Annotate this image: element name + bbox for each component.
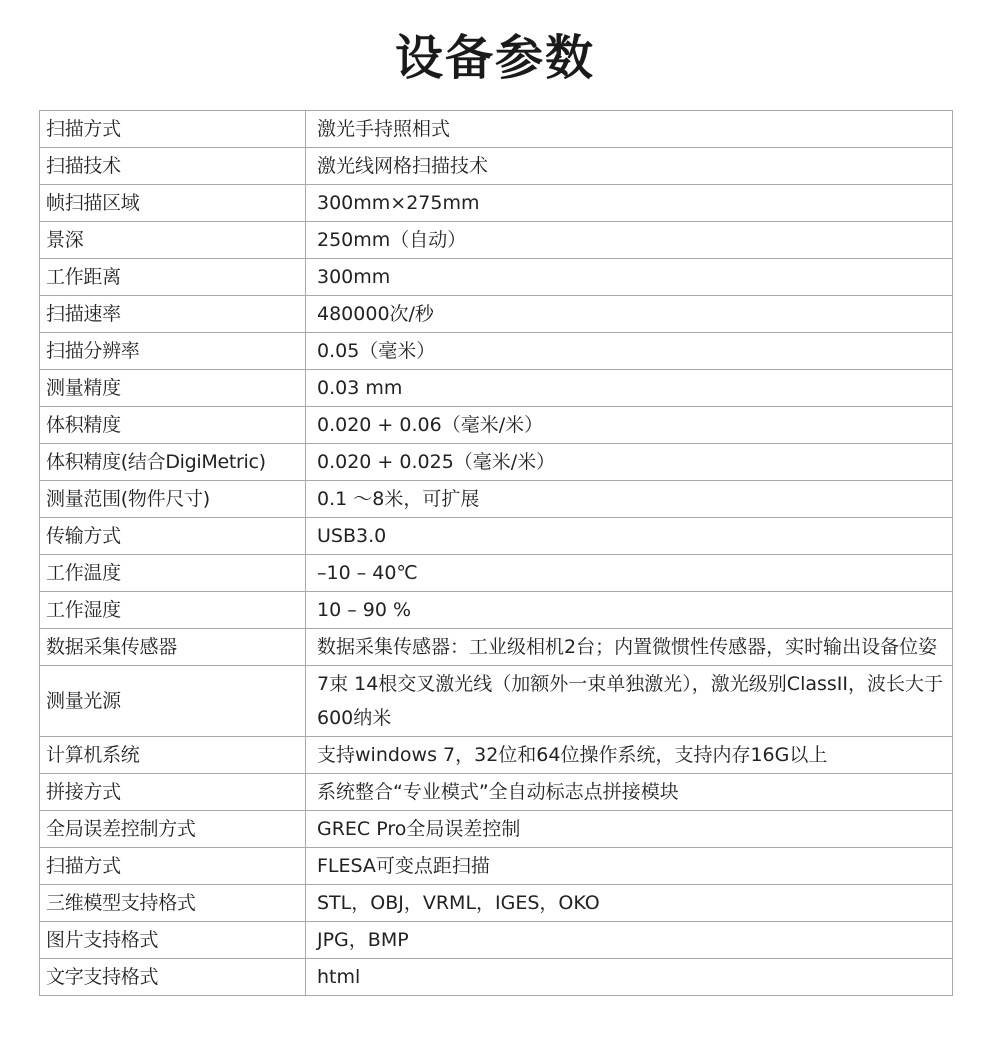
table-row [40,774,953,811]
row-label: 测量范围(物件尺寸) [40,481,306,518]
table-row [40,885,953,922]
row-label: 帧扫描区域 [40,185,306,222]
row-label: 扫描方式 [40,111,306,148]
row-value: 激光线网格扫描技术 [306,148,953,185]
table-row [40,848,953,885]
row-value: FLESA可变点距扫描 [306,848,953,885]
row-label: 景深 [40,222,306,259]
row-value: 系统整合“专业模式”全自动标志点拼接模块 [306,774,953,811]
row-label: 工作湿度 [40,592,306,629]
row-value: 支持windows 7，32位和64位操作系统，支持内存16G以上 [306,737,953,774]
row-value: 300mm [306,259,953,296]
table-row [40,333,953,370]
page-title: 设备参数 [394,30,595,86]
row-value: 250mm（自动） [306,222,953,259]
row-value: html [306,959,953,996]
row-value: 0.020 + 0.025（毫米/米） [306,444,953,481]
row-value: JPG，BMP [306,922,953,959]
row-label: 扫描分辨率 [40,333,306,370]
row-value: 激光手持照相式 [306,111,953,148]
table-row [40,592,953,629]
row-label: 三维模型支持格式 [40,885,306,922]
row-value: 300mm×275mm [306,185,953,222]
row-value: USB3.0 [306,518,953,555]
table-row [40,148,953,185]
row-label: 测量精度 [40,370,306,407]
row-label: 体积精度(结合DigiMetric) [40,444,306,481]
row-label: 传输方式 [40,518,306,555]
table-row [40,922,953,959]
row-value: 0.03 mm [306,370,953,407]
table-row [40,666,953,737]
table-row [40,555,953,592]
table-row [40,370,953,407]
table-row [40,811,953,848]
row-label: 数据采集传感器 [40,629,306,666]
row-label: 体积精度 [40,407,306,444]
row-label: 工作温度 [40,555,306,592]
row-label: 工作距离 [40,259,306,296]
row-label: 计算机系统 [40,737,306,774]
table-row [40,737,953,774]
table-row [40,407,953,444]
spec-table [39,110,953,996]
row-label: 扫描方式 [40,848,306,885]
row-label: 文字支持格式 [40,959,306,996]
row-value: 0.05（毫米） [306,333,953,370]
row-value: 10 – 90 % [306,592,953,629]
table-row [40,629,953,666]
table-row [40,959,953,996]
row-value: –10 – 40℃ [306,555,953,592]
row-label: 扫描速率 [40,296,306,333]
table-row [40,296,953,333]
table-row [40,518,953,555]
table-row [40,222,953,259]
table-row [40,111,953,148]
row-value: 480000次/秒 [306,296,953,333]
row-value: STL，OBJ，VRML，IGES，OKO [306,885,953,922]
table-row [40,185,953,222]
row-value: 数据采集传感器：工业级相机2台；内置微惯性传感器，实时输出设备位姿 [306,629,953,666]
table-row [40,481,953,518]
table-row [40,444,953,481]
row-value: 0.1 ～8米，可扩展 [306,481,953,518]
row-label: 图片支持格式 [40,922,306,959]
row-label: 全局误差控制方式 [40,811,306,848]
table-row [40,259,953,296]
row-label: 扫描技术 [40,148,306,185]
row-label: 测量光源 [40,666,306,737]
row-value: 7束 14根交叉激光线（加额外一束单独激光），激光级别ClassII，波长大于600纳米 [306,666,953,737]
row-value: 0.020 + 0.06（毫米/米） [306,407,953,444]
row-label: 拼接方式 [40,774,306,811]
row-value: GREC Pro全局误差控制 [306,811,953,848]
